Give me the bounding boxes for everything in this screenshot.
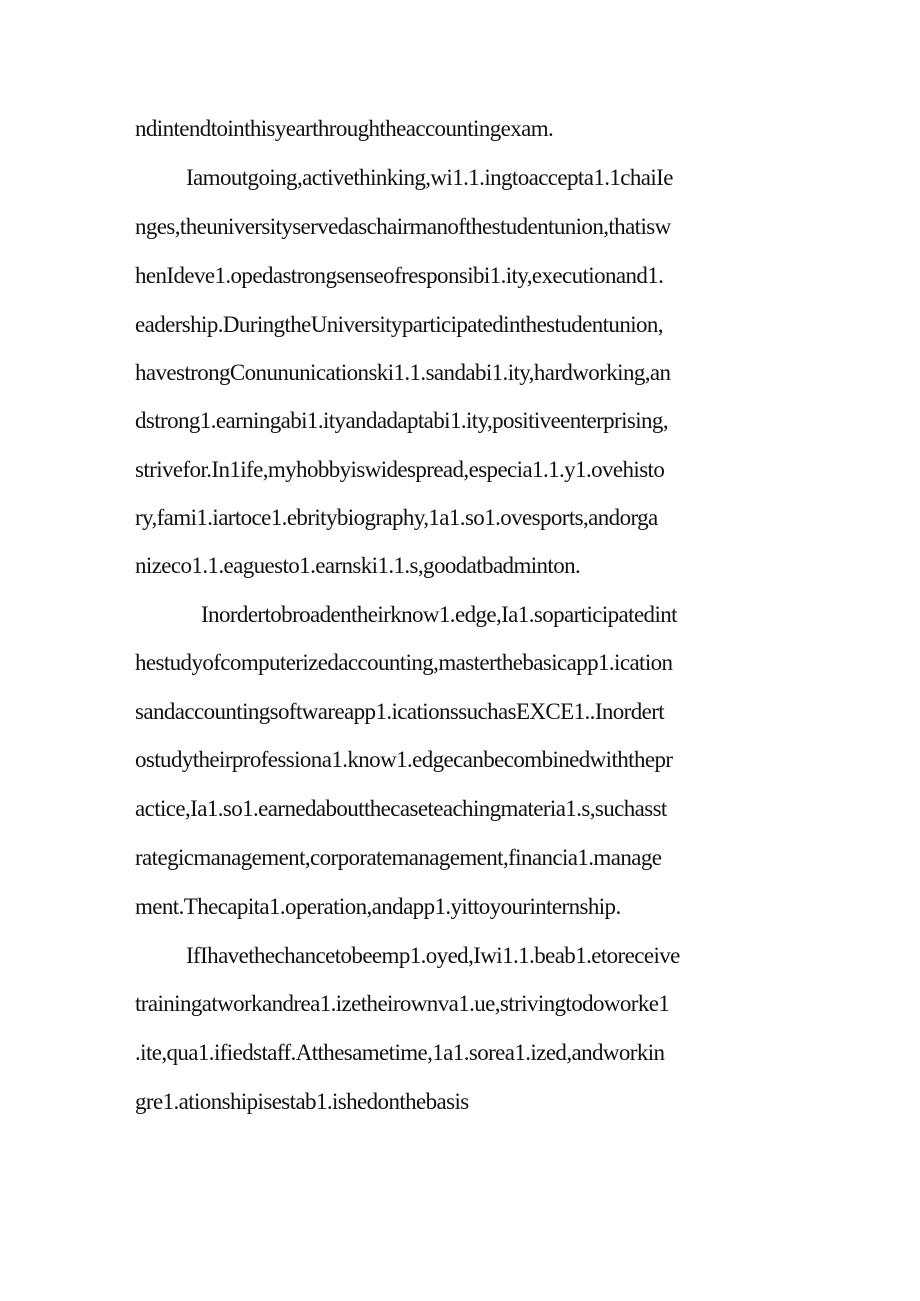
text-line: henIdeve1.opedastrongsenseofresponsibi1.ity,executionand1. xyxy=(135,263,664,288)
text-line: havestrongConununicationski1.1.sandabi1.ity,hardworking,an xyxy=(135,360,671,385)
text-line: trainingatworkandrea1.izetheirownva1.ue,strivingtodoworke1 xyxy=(135,991,670,1016)
text-line: ostudytheirprofessiona1.know1.edgecanbecombinedwiththepr xyxy=(135,747,673,772)
text-line: eadership.DuringtheUniversityparticipatedinthestudentunion, xyxy=(135,312,663,337)
text-line: Inordertobroadentheirknow1.edge,Ia1.soparticipatedint xyxy=(201,602,677,627)
text-line: ment.Thecapita1.operation,andapp1.yittoyourinternship. xyxy=(135,894,621,919)
text-line: rategicmanagement,corporatemanagement,financia1.manage xyxy=(135,845,662,870)
text-line: hestudyofcomputerizedaccounting,masterthebasicapp1.ication xyxy=(135,650,673,675)
text-line: strivefor.In1ife,myhobbyiswidespread,especia1.1.y1.ovehisto xyxy=(135,457,665,482)
text-line: sandaccountingsoftwareapp1.icationssuchasEXCE1..Inordert xyxy=(135,699,665,724)
text-line: IfIhavethechancetobeemp1.oyed,Iwi1.1.beab1.etoreceive xyxy=(186,943,680,968)
text-line: .ite,qua1.ifiedstaff.Atthesametime,1a1.sorea1.ized,andworkin xyxy=(135,1040,665,1065)
text-line: ry,fami1.iartoce1.ebritybiography,1a1.so1.ovesports,andorga xyxy=(135,505,658,530)
text-line: nges,theuniversityservedaschairmanofthestudentunion,thatisw xyxy=(135,214,671,239)
text-line: ndintendtointhisyearthroughtheaccountingexam. xyxy=(135,116,554,141)
text-line: actice,Ia1.so1.earnedaboutthecaseteachingmateria1.s,suchasst xyxy=(135,796,667,821)
text-line: gre1.ationshipisestab1.ishedonthebasis xyxy=(135,1089,469,1114)
text-line: Iamoutgoing,activethinking,wi1.1.ingtoaccepta1.1chaiIe xyxy=(186,165,673,190)
text-line: dstrong1.earningabi1.ityandadaptabi1.ity,positiveenterprising, xyxy=(135,408,668,433)
text-line: nizeco1.1.eaguesto1.earnski1.1.s,goodatbadminton. xyxy=(135,553,581,578)
